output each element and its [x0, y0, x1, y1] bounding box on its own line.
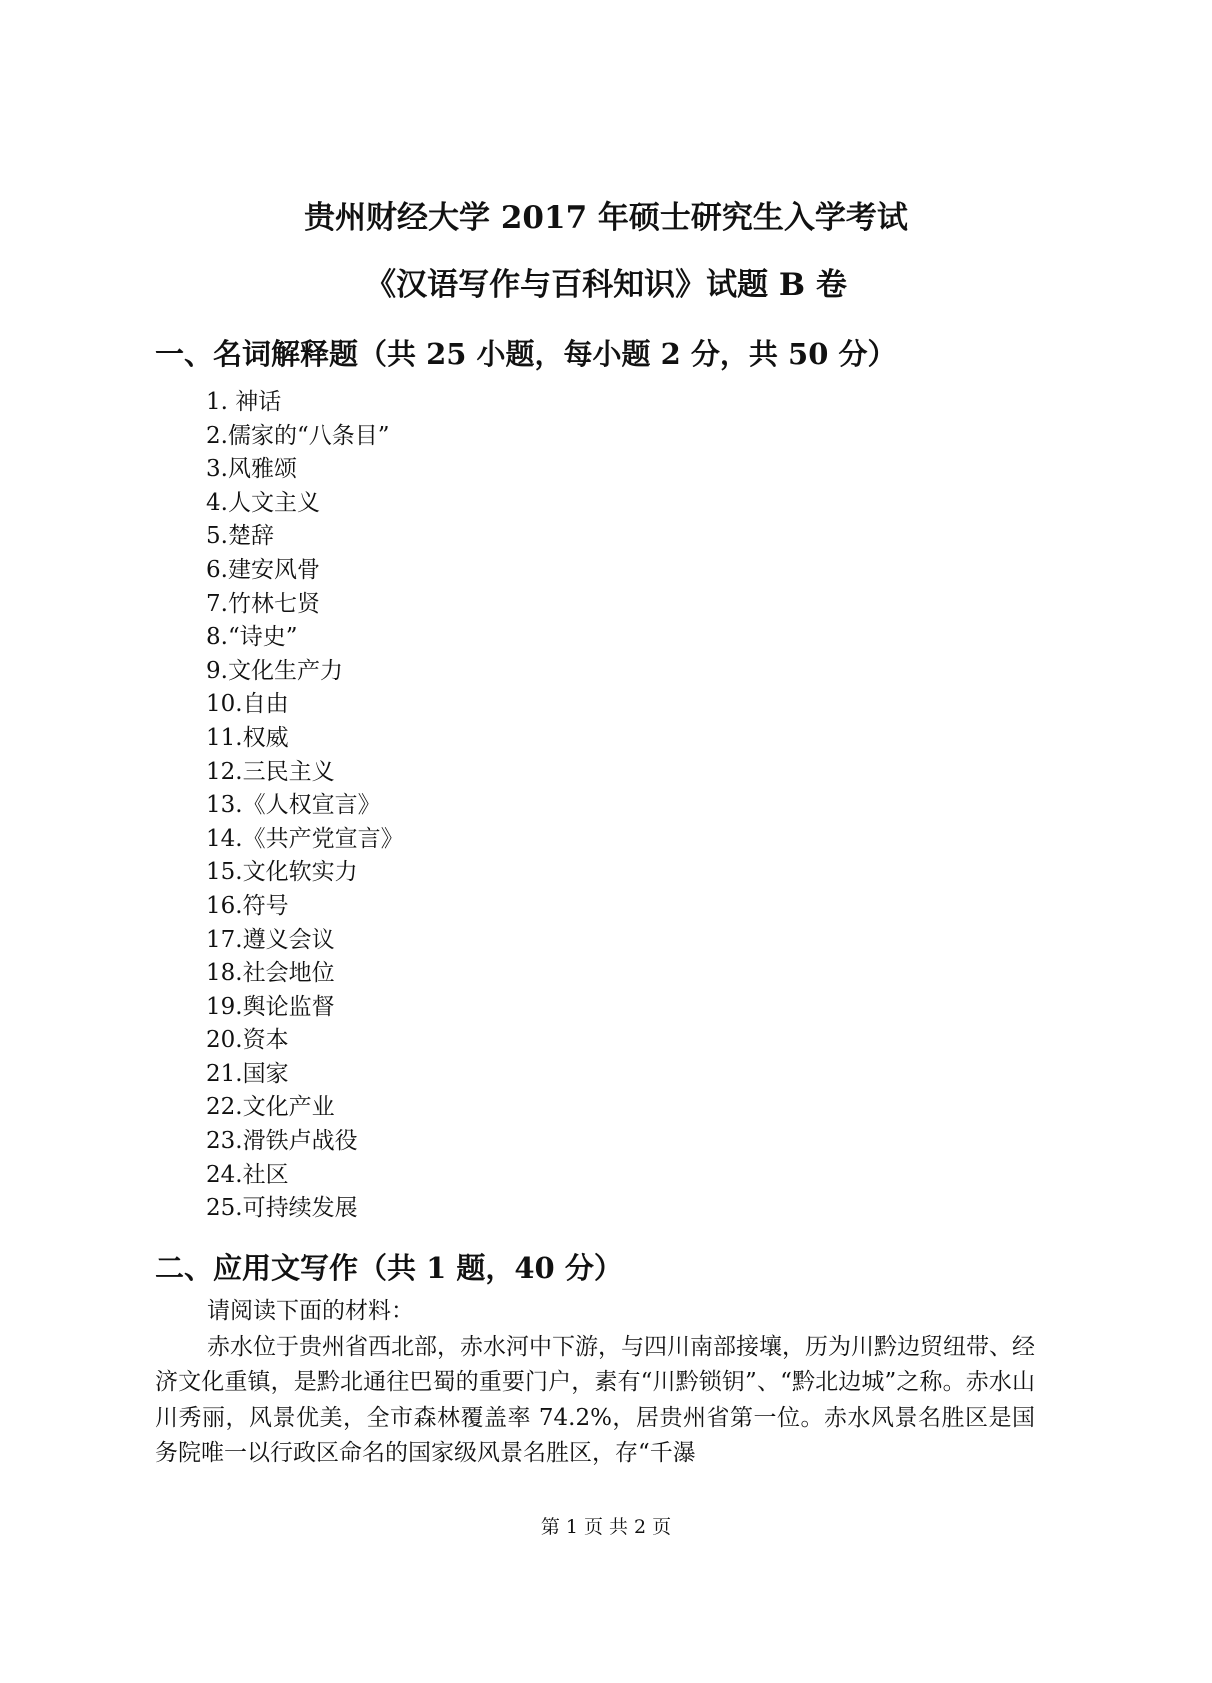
term-item: 4.人文主义: [206, 489, 320, 516]
exam-title: 贵州财经大学 2017 年硕士研究生入学考试: [304, 200, 908, 236]
term-item: 11.权威: [206, 724, 289, 751]
term-item: 5.楚辞: [206, 523, 274, 550]
term-item: 20.资本: [206, 1027, 289, 1054]
term-item: 2.儒家的“八条目”: [206, 422, 390, 449]
term-item: 14.《共产党宣言》: [206, 825, 404, 852]
term-item: 23.滑铁卢战役: [206, 1128, 358, 1155]
term-item: 16.符号: [206, 892, 289, 919]
exam-subtitle: 《汉语写作与百科知识》试题 B 卷: [365, 267, 847, 303]
term-item: 7.竹林七贤: [206, 590, 320, 617]
term-item: 1. 神话: [206, 389, 282, 415]
term-item: 12.三民主义: [206, 758, 335, 785]
term-item: 9.文化生产力: [206, 657, 343, 684]
term-item: 6.建安风骨: [206, 556, 320, 583]
term-item: 24.社区: [206, 1161, 289, 1188]
material-intro: 请阅读下面的材料：: [207, 1298, 414, 1324]
term-item: 8.“诗史”: [206, 624, 298, 651]
term-item: 21.国家: [206, 1060, 289, 1087]
term-item: 10.自由: [206, 691, 289, 718]
term-item: 17.遵义会议: [206, 926, 335, 953]
page-footer: 第 1 页 共 2 页: [540, 1516, 672, 1538]
reading-material: [155, 1294, 1035, 1472]
term-item: 22.文化产业: [206, 1094, 335, 1121]
term-item: 18.社会地位: [206, 960, 335, 987]
section-1-heading: 一、名词解释题（共 25 小题，每小题 2 分，共 50 分）: [155, 337, 897, 371]
term-item: 19.舆论监督: [206, 993, 335, 1020]
term-item: 15.文化软实力: [206, 859, 358, 886]
term-item: 13.《人权宣言》: [206, 792, 381, 819]
term-list: [206, 386, 404, 1226]
section-2-heading: 二、应用文写作（共 1 题，40 分）: [155, 1251, 623, 1285]
term-item: 25.可持续发展: [206, 1195, 358, 1222]
term-item: 3.风雅颂: [206, 456, 297, 483]
material-paragraph: 赤水位于贵州省西北部，赤水河中下游，与四川南部接壤，历为川黔边贸纽带、经济文化重镇，是黔北通往巴蜀的重要门户，素有“川黔锁钥”、“黔北边城”之称。赤水山川秀丽，风景优美，全市森林覆盖率 74.2%，居贵州省第一位。赤水风景名胜区是国务院唯一以行政区命名的国家级风景名胜区，存“千瀑: [155, 1333, 1035, 1466]
